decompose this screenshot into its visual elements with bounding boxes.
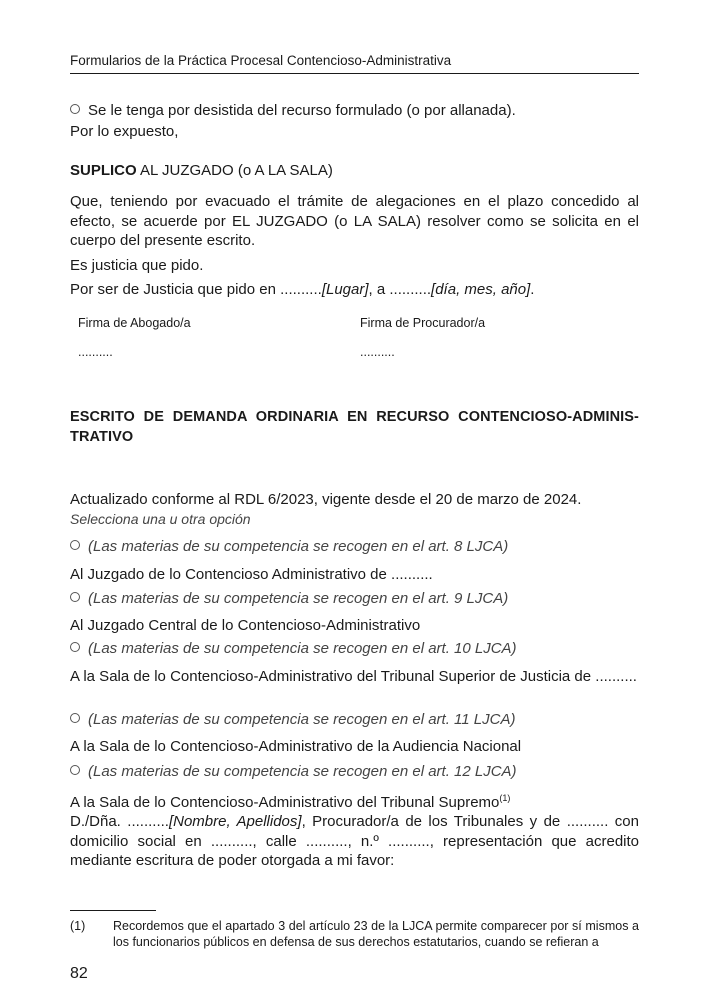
dna-paragraph [70,812,639,871]
option-circle-icon[interactable] [70,713,80,723]
section-title: ESCRITO DE DEMANDA ORDINARIA EN RECURSO CONTENCIOSO-ADMINIS-TRATIVO [70,409,639,445]
abogado-signature-dots: .......... [78,345,113,359]
dna-rest: , Procurador/a de los Tribunales y de .......... con domicilio social en .........., calle .........., n.º .........., representación que acredito mediante escritura de poder otorgada a mi favor: [70,813,639,869]
option-circle-icon[interactable] [70,540,80,550]
court-option-3: A la Sala de lo Contencioso-Administrativo del Tribunal Superior de Justicia de .......... [70,668,637,685]
select-hint: Selecciona una u otra opción [70,511,251,527]
dna-prefix: D./Dña. .......... [70,813,169,830]
option-note-1 [70,537,639,557]
que-paragraph: Que, teniendo por evacuado el trámite de alegaciones en el plazo concedido al efecto, se acuerde por EL JUZGADO (o LA SALA) resolver como se solicita en el cuerpo del presente escrito. [70,193,639,249]
footnote-text: Recordemos que el apartado 3 del artículo 23 de la LJCA permite comparecer por sí mismos a los funcionarios públicos en defensa de sus derechos estatutarios, cuando se refieran a [113,919,639,949]
updated-note: Actualizado conforme al RDL 6/2023, vigente desde el 20 de marzo de 2024. [70,491,582,508]
footnote-reference[interactable]: (1) [499,793,511,803]
running-header: Formularios de la Práctica Procesal Contencioso-Administrativa [70,52,639,74]
document-page [70,0,639,1008]
por-lo-expuesto: Por lo expuesto, [70,123,179,140]
abogado-signature-label: Firma de Abogado/a [78,316,191,330]
option-note-2 [70,589,639,609]
court-option-1: Al Juzgado de lo Contencioso Administrativo de .......... [70,566,433,583]
footnote-number: (1) [70,919,86,933]
footnote-rule [70,910,156,911]
lugar-fecha-line [70,280,639,300]
lugar-placeholder: [Lugar] [321,281,369,298]
page-number: 82 [70,965,88,982]
option-note-4 [70,710,639,730]
option-circle-icon[interactable] [70,765,80,775]
fecha-placeholder: [día, mes, año] [431,281,531,298]
option-circle-icon[interactable] [70,642,80,652]
suplico-rest: AL JUZGADO (o A LA SALA) [136,162,333,179]
lugar-mid: , a .......... [368,281,432,298]
option-note-text: (Las materias de su competencia se recogen en el art. 8 LJCA) [88,538,509,555]
suplico-bold: SUPLICO [70,162,137,179]
court-option-5-text: A la Sala de lo Contencioso-Administrativo del Tribunal Supremo [70,794,500,811]
footnote [70,918,639,950]
option-note-5 [70,762,639,782]
option-circle-icon[interactable] [70,592,80,602]
court-option-2: Al Juzgado Central de lo Contencioso-Administrativo [70,617,421,634]
name-placeholder: [Nombre, Apellidos] [168,813,302,830]
desist-option-line [70,101,639,121]
option-note-text: (Las materias de su competencia se recogen en el art. 9 LJCA) [88,590,509,607]
option-note-3 [70,639,639,659]
es-justicia: Es justicia que pido. [70,257,204,274]
suplico-heading [70,161,639,181]
court-option-5 [70,789,639,813]
lugar-end: . [530,281,535,298]
lugar-prefix: Por ser de Justicia que pido en .......... [70,281,322,298]
option-note-text: (Las materias de su competencia se recogen en el art. 12 LJCA) [88,763,517,780]
court-option-4: A la Sala de lo Contencioso-Administrativo de la Audiencia Nacional [70,738,522,755]
desist-option-text: Se le tenga por desistida del recurso formulado (o por allanada). [88,102,516,119]
procurador-signature-label: Firma de Procurador/a [360,316,486,330]
option-note-text: (Las materias de su competencia se recogen en el art. 11 LJCA) [88,711,516,728]
procurador-signature-dots: .......... [360,345,395,359]
option-circle-icon[interactable] [70,104,80,114]
option-note-text: (Las materias de su competencia se recogen en el art. 10 LJCA) [88,640,517,657]
